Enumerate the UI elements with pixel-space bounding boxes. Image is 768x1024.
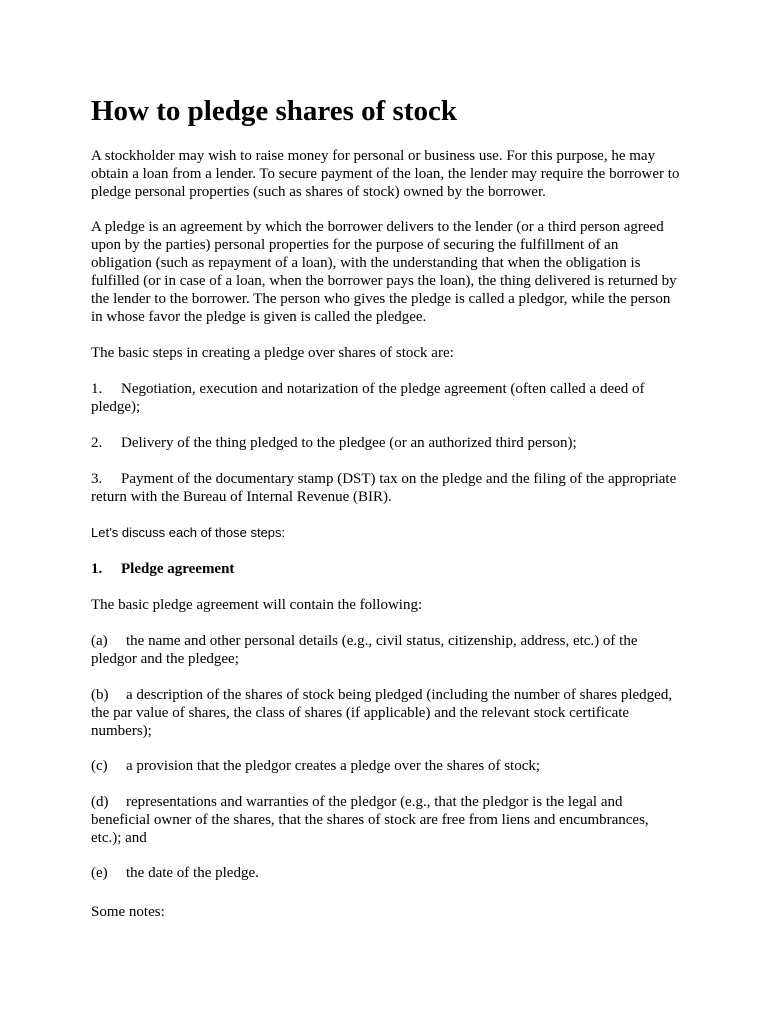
step-number: 3. — [91, 471, 103, 487]
section-title: Pledge agreement — [121, 561, 235, 577]
step-text: Delivery of the thing pledged to the pledgee (or an authorized third person); — [121, 435, 577, 451]
step-number: 2. — [91, 435, 103, 451]
content-letter: (b) — [91, 687, 109, 703]
step-number: 1. — [91, 381, 103, 397]
paragraph-definition: A pledge is an agreement by which the borrower delivers to the lender (or a third person agreed upon by the parties) personal properties for the purpose of securing the fulfillment of an obligation (such as repayment of a loan), with the understanding that when the obligation is fulfilled (or in case of a loan, when the borrower pays the loan), the thing delivered is returned by the lender to the borrower. The person who gives the pledge is called a pledgor, while the person in whose favor the pledge is given is called the pledgee. — [91, 219, 677, 325]
content-item — [91, 686, 681, 740]
paragraph-discuss: Let’s discuss each of those steps: — [91, 525, 286, 540]
step-item — [91, 434, 681, 452]
content-text: a description of the shares of stock being pledged (including the number of shares pledged, the par value of shares, the class of shares (if applicable) and the relevant stock certificate numbers); — [91, 687, 673, 739]
paragraph-steps-intro: The basic steps in creating a pledge over shares of stock are: — [91, 345, 454, 361]
content-text: a provision that the pledgor creates a pledge over the shares of stock; — [126, 758, 541, 774]
step-text: Negotiation, execution and notarization of the pledge agreement (often called a deed of pledge); — [91, 381, 645, 415]
content-item — [91, 793, 681, 847]
content-item — [91, 632, 681, 668]
content-letter: (e) — [91, 865, 108, 881]
paragraph-notes: Some notes: — [91, 904, 165, 920]
step-text: Payment of the documentary stamp (DST) tax on the pledge and the filing of the appropriate return with the Bureau of Internal Revenue (BIR). — [91, 471, 677, 505]
section-number: 1. — [91, 561, 103, 577]
content-text: the name and other personal details (e.g., civil status, citizenship, address, etc.) of the pledgor and the pledgee; — [91, 633, 638, 667]
content-letter: (a) — [91, 633, 108, 649]
content-item — [91, 757, 681, 775]
content-letter: (d) — [91, 794, 109, 810]
section-heading — [91, 560, 681, 578]
page-title: How to pledge shares of stock — [91, 95, 457, 127]
step-item — [91, 380, 681, 416]
content-text: the date of the pledge. — [126, 865, 259, 881]
content-text: representations and warranties of the pledgor (e.g., that the pledgor is the legal and beneficial owner of the shares, that the shares of stock are free from liens and encumbrances, etc.); and — [91, 794, 649, 846]
paragraph-intro: A stockholder may wish to raise money for personal or business use. For this purpose, he may obtain a loan from a lender. To secure payment of the loan, the lender may require the borrower to pledge personal properties (such as shares of stock) owned by the borrower. — [91, 148, 680, 200]
step-item — [91, 470, 681, 506]
content-letter: (c) — [91, 758, 108, 774]
paragraph-agreement-intro: The basic pledge agreement will contain the following: — [91, 597, 423, 613]
content-item — [91, 864, 681, 882]
